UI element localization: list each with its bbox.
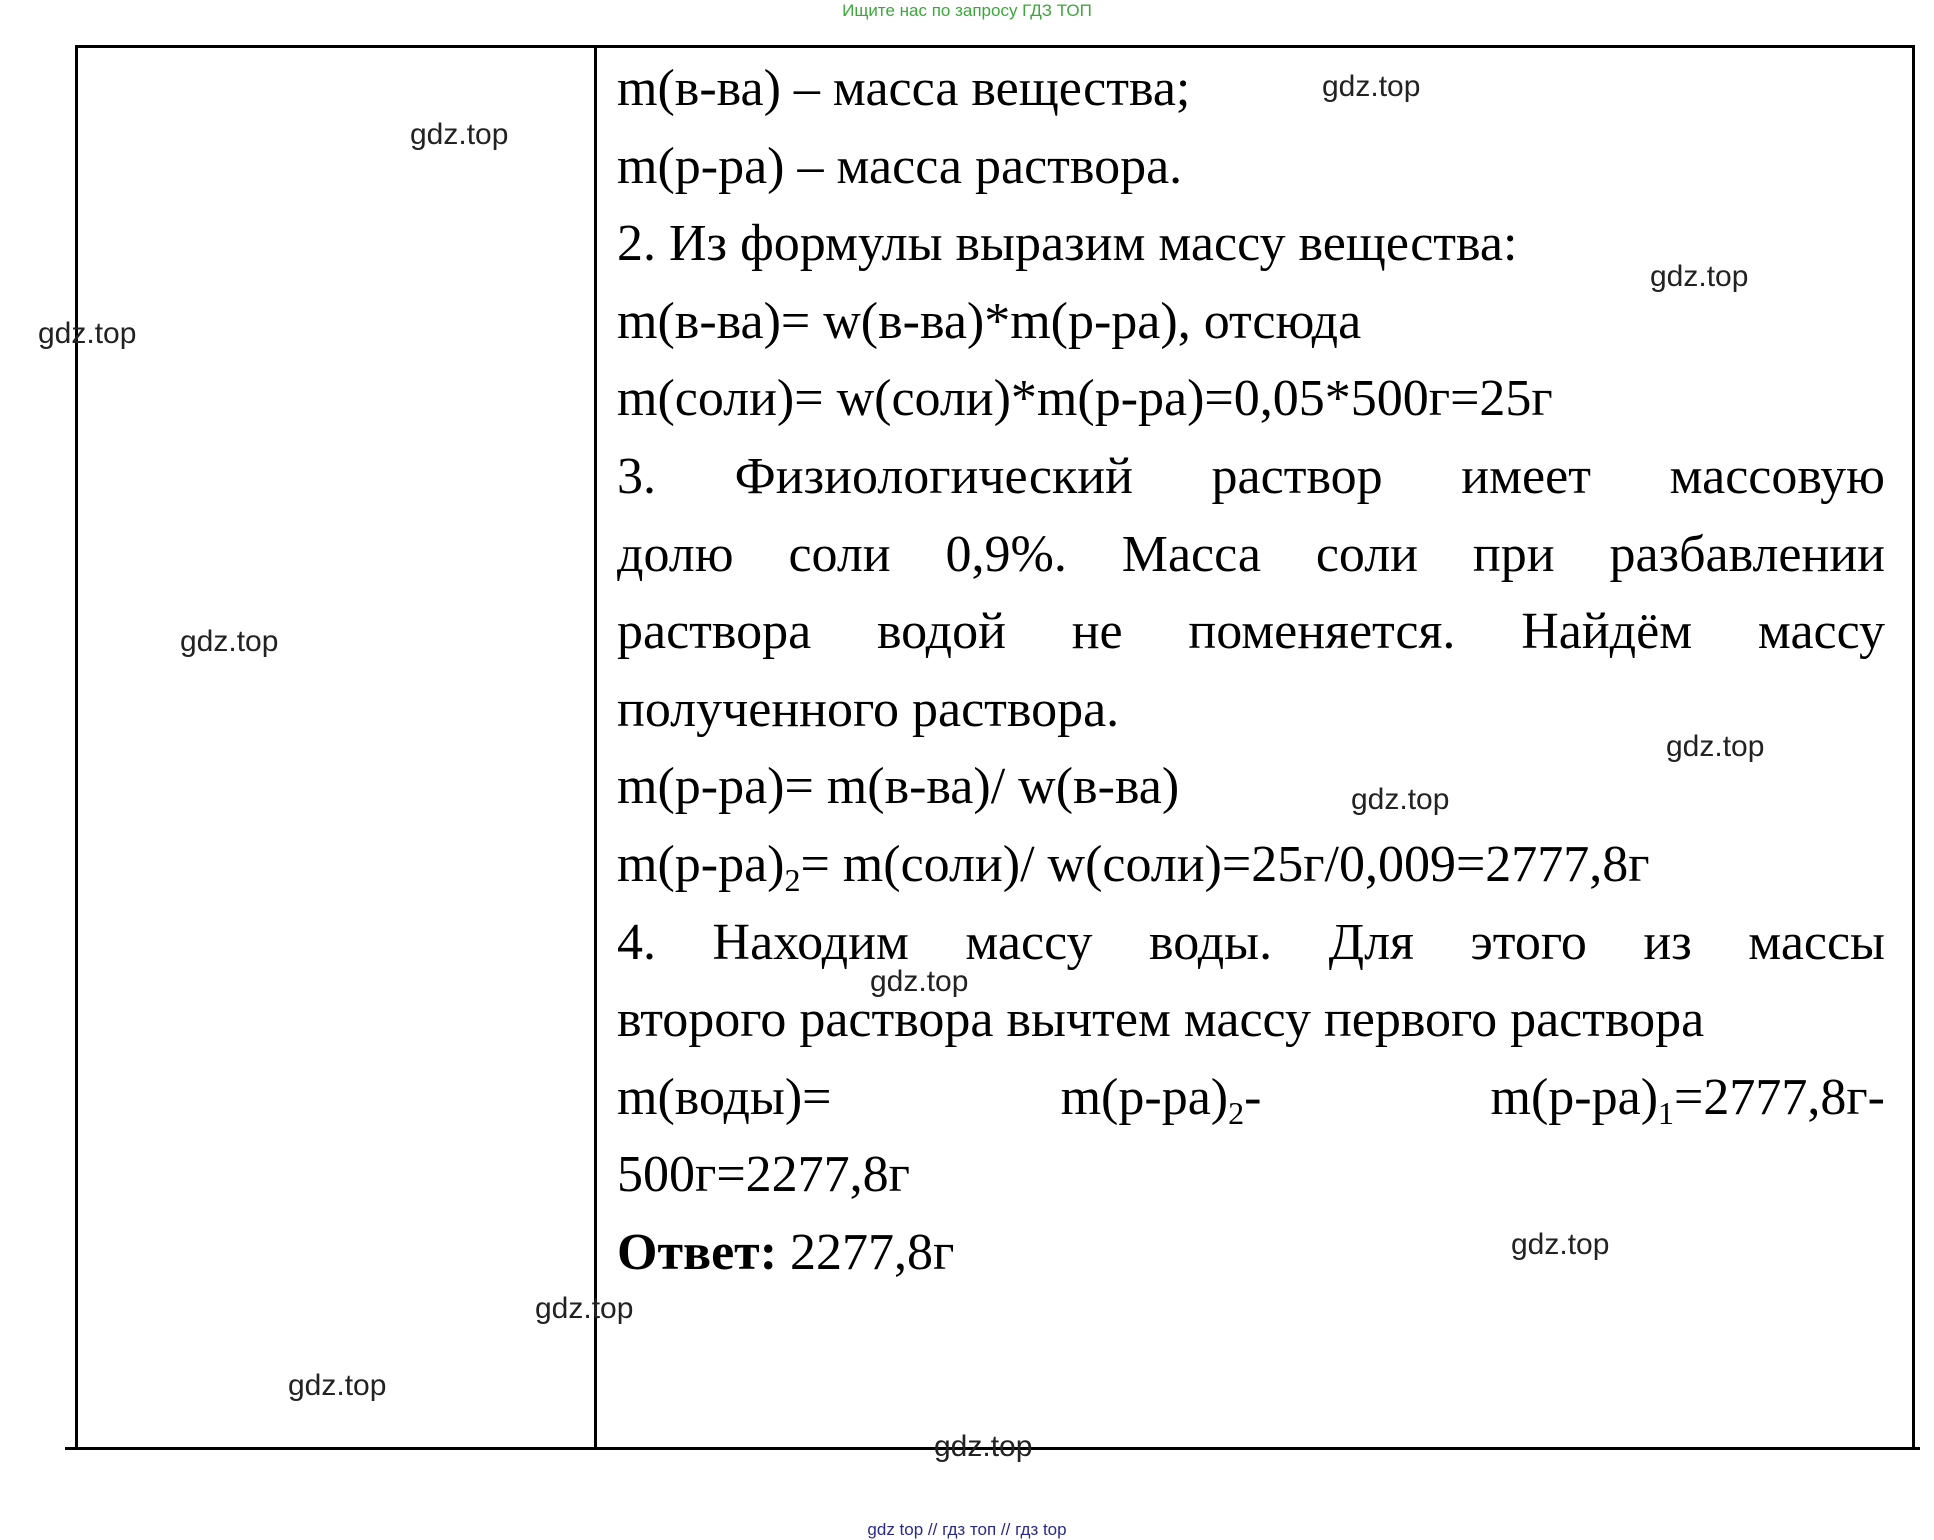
- watermark: gdz.top: [410, 118, 509, 151]
- watermark: gdz.top: [1650, 260, 1749, 293]
- footer-text: gdz top // гдз топ // гдз top: [867, 1520, 1067, 1539]
- watermark: gdz.top: [1351, 783, 1450, 816]
- line-14-part-e: =2777,8г-: [1674, 1068, 1885, 1126]
- watermark: gdz.top: [870, 965, 969, 998]
- line-15: 500г=2277,8г: [617, 1146, 910, 1204]
- line-11: [617, 826, 1885, 904]
- line-14-part-d: m(р-ра): [1490, 1068, 1659, 1126]
- line-14-part-c: -: [1244, 1068, 1262, 1126]
- watermark: gdz.top: [38, 317, 137, 350]
- watermark: gdz.top: [1666, 730, 1765, 763]
- answer-label: Ответ:: [617, 1223, 778, 1281]
- table-bottom-tick-right: [1900, 1447, 1920, 1450]
- line-14-part-b-wrap: [1061, 1059, 1262, 1137]
- watermark: gdz.top: [934, 1430, 1033, 1463]
- answer-line: [617, 1214, 1885, 1292]
- line-14-part-b: m(р-ра): [1060, 1068, 1229, 1126]
- line-12: 4. Находим массу воды. Для этого из массы: [617, 913, 1885, 971]
- watermark: gdz.top: [1322, 70, 1421, 103]
- line-5: m(соли)= w(соли)*m(р-ра)=0,05*500г=25г: [617, 370, 1553, 428]
- line-14-part-a: m(воды)=: [617, 1068, 832, 1126]
- table-bottom-tick-left: [65, 1447, 85, 1450]
- top-banner: Ищите нас по запросу ГДЗ ТОП: [842, 1, 1092, 20]
- line-14-subscript-2: 2: [1228, 1094, 1245, 1131]
- watermark: gdz.top: [288, 1369, 387, 1402]
- line-3: 2. Из формулы выразим массу вещества:: [617, 215, 1518, 273]
- watermark: gdz.top: [535, 1292, 634, 1325]
- watermark: gdz.top: [1511, 1228, 1610, 1261]
- line-6: 3. Физиологический раствор имеет массовую: [617, 447, 1885, 505]
- line-11-subscript: 2: [784, 861, 801, 898]
- answer-value: 2277,8г: [777, 1223, 955, 1281]
- line-2: m(р-ра) – масса раствора.: [617, 137, 1183, 195]
- line-13: второго раствора вычтем массу первого раствора: [617, 991, 1705, 1049]
- solution-content: [617, 50, 1885, 1292]
- line-14-subscript-1: 1: [1658, 1094, 1675, 1131]
- line-11-part-a: m(р-ра): [617, 835, 785, 893]
- line-4: m(в-ва)= w(в-ва)*m(р-ра), отсюда: [617, 292, 1362, 350]
- line-14-part-d-wrap: [1491, 1059, 1885, 1137]
- column-divider: [594, 45, 597, 1450]
- line-7: долю соли 0,9%. Масса соли при разбавлении: [617, 525, 1885, 583]
- line-1: m(в-ва) – масса вещества;: [617, 60, 1191, 117]
- line-9: полученного раствора.: [617, 680, 1120, 738]
- line-11-part-b: = m(соли)/ w(соли)=25г/0,009=2777,8г: [800, 835, 1650, 893]
- line-14: [617, 1059, 1885, 1137]
- watermark: gdz.top: [180, 625, 279, 658]
- line-10: m(р-ра)= m(в-ва)/ w(в-ва): [617, 758, 1180, 816]
- line-8: раствора водой не поменяется. Найдём массу: [617, 603, 1885, 661]
